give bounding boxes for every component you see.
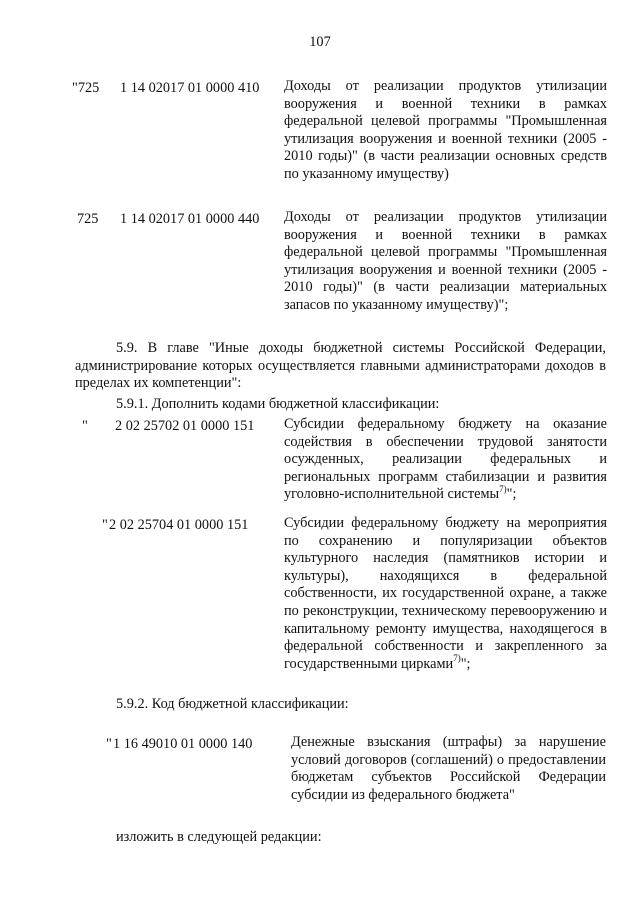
quote-mark: " xyxy=(102,517,108,533)
code-description: Денежные взыскания (штрафы) за нарушение условий договоров (соглашений) о предоставлении бюджетам субъектов Российской Федерации субсидии из федерального бюджета" xyxy=(291,734,606,803)
admin-code: 725 xyxy=(77,211,99,227)
closing-quote: "; xyxy=(506,486,517,503)
footnote-mark: 7) xyxy=(499,483,507,494)
closing-quote: "; xyxy=(460,655,471,672)
budget-code: 2 02 25702 01 0000 151 xyxy=(115,418,255,434)
budget-code: 1 14 02017 01 0000 410 xyxy=(120,80,260,96)
footnote-mark: 7) xyxy=(453,652,461,663)
paragraph-5-9-1: 5.9.1. Дополнить кодами бюджетной классификации: xyxy=(116,396,440,412)
code-description: Доходы от реализации продуктов утилизации вооружения и военной техники в рамках федеральной целевой программы "Промышленная утилизация вооружения и военной техники (2005 - 2010 годы)" (в части реализации основных средств по указанному имуществу) xyxy=(284,78,607,182)
paragraph-5-9-2: 5.9.2. Код бюджетной классификации: xyxy=(116,696,349,712)
page-number: 107 xyxy=(309,34,331,50)
paragraph-5-9: 5.9. В главе "Иные доходы бюджетной системы Российской Федерации, администрирование которых осуществляется главными администраторами доходов в пределах их компетенции": xyxy=(75,340,606,392)
quote-mark: " xyxy=(82,418,88,434)
code-description xyxy=(284,416,607,504)
code-description xyxy=(284,515,607,673)
budget-code: 2 02 25704 01 0000 151 xyxy=(109,517,249,533)
budget-code: 1 14 02017 01 0000 440 xyxy=(120,211,260,227)
closing-phrase: изложить в следующей редакции: xyxy=(116,829,322,845)
admin-code: "725 xyxy=(72,80,100,96)
description-text: Субсидии федеральному бюджету на оказание содействия в обеспечении трудовой занятости осужденных, реализации федеральных и региональных программ стабилизации и развития уголовно-исполнительной системы xyxy=(284,416,607,503)
budget-code: 1 16 49010 01 0000 140 xyxy=(113,736,253,752)
code-description: Доходы от реализации продуктов утилизации вооружения и военной техники в рамках федеральной целевой программы "Промышленная утилизация вооружения и военной техники (2005 - 2010 годы)" (в части реализации материальных запасов по указанному имуществу)"; xyxy=(284,209,607,313)
description-text: Субсидии федеральному бюджету на мероприятия по сохранению и популяризации объектов культурного наследия (памятников истории и культуры), находящихся в федеральной собственности, их государственной охране, а также по реконструкции, техническому перевооружению и капитальному ремонту имущества, находящегося в федеральной собственности и закрепленного за государственными цирками xyxy=(284,515,607,672)
quote-mark: " xyxy=(106,736,112,752)
